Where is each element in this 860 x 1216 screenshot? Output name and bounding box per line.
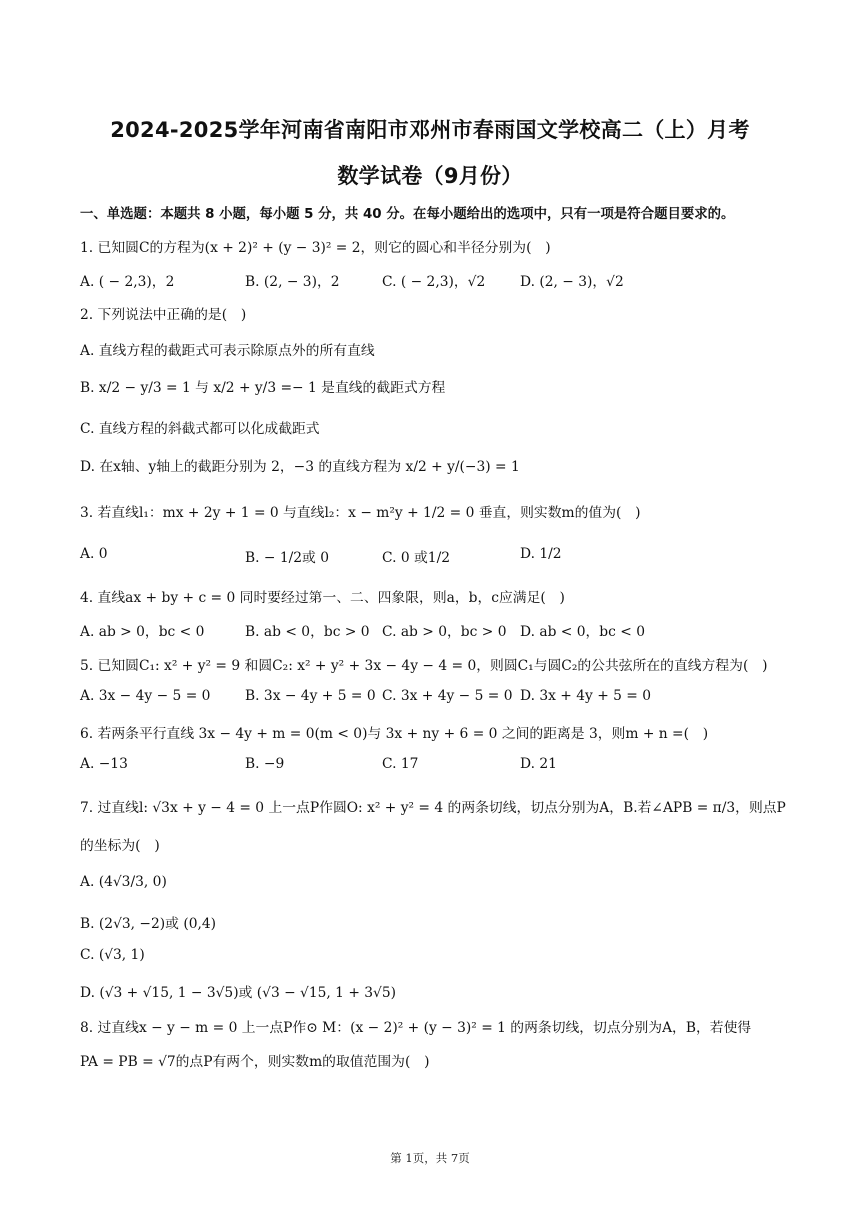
- question-1-option-a: A. ( − 2,3)，2: [80, 274, 175, 290]
- question-1-stem: 1. 已知圆C的方程为(x + 2)² + (y − 3)² = 2，则它的圆心和半径分别为( ): [80, 240, 551, 256]
- question-2-option-b: B. x/2 − y/3 = 1 与 x/2 + y/3 =− 1 是直线的截距式方程: [80, 380, 446, 396]
- question-2-stem: 2. 下列说法中正确的是( ): [80, 307, 247, 323]
- question-2-option-d: D. 在x轴、y轴上的截距分别为 2，−3 的直线方程为 x/2 + y/(−3) = 1: [80, 459, 520, 475]
- question-2-option-a: A. 直线方程的截距式可表示除原点外的所有直线: [80, 343, 375, 359]
- question-4-option-c: C. ab > 0，bc > 0: [382, 624, 507, 640]
- question-5-option-d: D. 3x + 4y + 5 = 0: [520, 688, 652, 704]
- question-4-option-a: A. ab > 0，bc < 0: [80, 624, 205, 640]
- question-5-option-b: B. 3x − 4y + 5 = 0: [245, 688, 376, 704]
- question-1-option-d: D. (2, − 3)，√2: [520, 274, 624, 290]
- question-6-stem: 6. 若两条平行直线 3x − 4y + m = 0(m < 0)与 3x + ny + 6 = 0 之间的距离是 3，则m + n =( ): [80, 726, 709, 742]
- question-8-stem-line2: PA = PB = √7的点P有两个，则实数m的取值范围为( ): [80, 1054, 430, 1070]
- question-6-option-a: A. −13: [80, 756, 128, 772]
- question-4-stem: 4. 直线ax + by + c = 0 同时要经过第一、二、四象限，则a，b，c应满足( ): [80, 590, 565, 606]
- page-footer: 第 1页，共 7页: [390, 1151, 470, 1165]
- question-7-option-b: B. (2√3, −2)或 (0,4): [80, 916, 217, 932]
- question-3-option-c: C. 0 或1/2: [382, 550, 451, 566]
- question-3-stem: 3. 若直线l₁：mx + 2y + 1 = 0 与直线l₂：x − m²y + 1/2 = 0 垂直，则实数m的值为( ): [80, 505, 641, 521]
- question-6-option-c: C. 17: [382, 756, 419, 772]
- question-2-option-c: C. 直线方程的斜截式都可以化成截距式: [80, 421, 320, 437]
- question-7-stem-line1: 7. 过直线l: √3x + y − 4 = 0 上一点P作圆O: x² + y² = 4 的两条切线，切点分别为A，B.若∠APB = π/3，则点P: [80, 800, 786, 816]
- question-7-option-d: D. (√3 + √15, 1 − 3√5)或 (√3 − √15, 1 + 3√5): [80, 985, 397, 1001]
- question-4-option-b: B. ab < 0，bc > 0: [245, 624, 370, 640]
- question-7-option-c: C. (√3, 1): [80, 947, 145, 963]
- question-5-stem: 5. 已知圆C₁: x² + y² = 9 和圆C₂: x² + y² + 3x − 4y − 4 = 0，则圆C₁与圆C₂的公共弦所在的直线方程为( ): [80, 658, 768, 674]
- question-6-option-d: D. 21: [520, 756, 557, 772]
- question-3-option-b: B. − 1/2或 0: [245, 550, 330, 566]
- question-1-option-b: B. (2, − 3)，2: [245, 274, 340, 290]
- question-6-option-b: B. −9: [245, 756, 285, 772]
- question-1-option-c: C. ( − 2,3)，√2: [382, 274, 486, 290]
- section-heading-single-choice: 一、单选题：本题共 8 小题，每小题 5 分，共 40 分。在每小题给出的选项中，只有一项是符合题目要求的。: [80, 207, 735, 222]
- question-7-option-a: A. (4√3/3, 0): [80, 874, 167, 890]
- exam-title-line1: 2024-2025学年河南省南阳市邓州市春雨国文学校高二（上）月考: [110, 118, 750, 142]
- question-4-option-d: D. ab < 0，bc < 0: [520, 624, 645, 640]
- question-3-option-a: A. 0: [80, 546, 108, 562]
- question-7-stem-line2: 的坐标为( ): [80, 838, 160, 854]
- question-8-stem-line1: 8. 过直线x − y − m = 0 上一点P作⊙ M：(x − 2)² + (y − 3)² = 1 的两条切线，切点分别为A，B，若使得: [80, 1020, 752, 1036]
- question-3-option-d: D. 1/2: [520, 546, 562, 562]
- question-5-option-a: A. 3x − 4y − 5 = 0: [80, 688, 211, 704]
- exam-title-line2: 数学试卷（9月份）: [337, 164, 523, 188]
- question-5-option-c: C. 3x + 4y − 5 = 0: [382, 688, 513, 704]
